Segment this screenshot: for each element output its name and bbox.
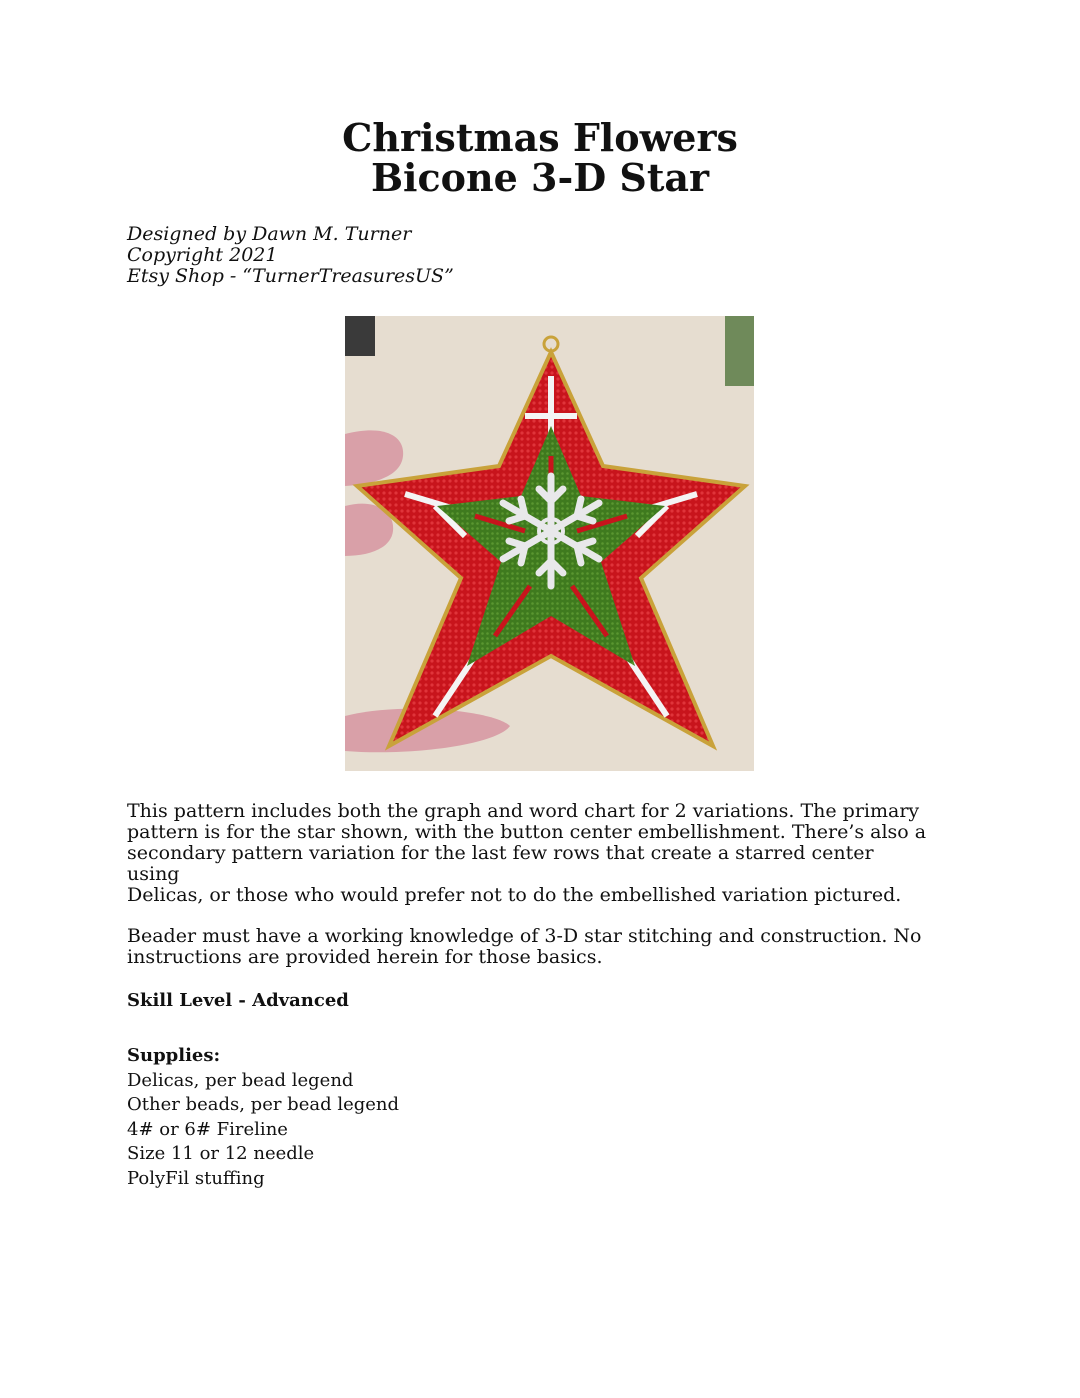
paragraph-1-line: pattern is for the star shown, with the button center embellishment. There’s also a bbox=[127, 821, 927, 843]
paragraph-2-line: instructions are provided herein for those basics. bbox=[127, 946, 603, 968]
description-paragraph-2 bbox=[127, 926, 927, 968]
list-item: Other beads, per bead legend bbox=[127, 1094, 400, 1116]
skill-level: Skill Level - Advanced bbox=[127, 990, 349, 1011]
supplies-heading: Supplies: bbox=[127, 1045, 221, 1066]
copyright-line: Copyright 2021 bbox=[127, 244, 278, 266]
list-item: Delicas, per bead legend bbox=[127, 1069, 354, 1091]
title-line-2: Bicone 3-D Star bbox=[370, 155, 710, 200]
paragraph-2-line: Beader must have a working knowledge of 3-D star stitching and construction. No bbox=[127, 925, 922, 947]
document-title bbox=[0, 115, 1080, 200]
supplies-list bbox=[127, 1069, 399, 1192]
designer-credit: Designed by Dawn M. Turner bbox=[127, 223, 412, 245]
list-item: Size 11 or 12 needle bbox=[127, 1143, 315, 1165]
paragraph-1-line: This pattern includes both the graph and word chart for 2 variations. The primary bbox=[127, 800, 920, 822]
list-item: PolyFil stuffing bbox=[127, 1167, 265, 1189]
beaded-star-photo bbox=[345, 316, 754, 771]
dark-object-corner bbox=[345, 316, 375, 356]
description-paragraph-1 bbox=[127, 801, 927, 906]
supplies-section bbox=[127, 1044, 399, 1192]
list-item: 4# or 6# Fireline bbox=[127, 1118, 288, 1140]
description bbox=[127, 801, 927, 988]
title-line-1: Christmas Flowers bbox=[342, 115, 738, 160]
paragraph-1-line: secondary pattern variation for the last few rows that create a starred center using bbox=[127, 842, 874, 885]
star-ornament-illustration bbox=[345, 316, 754, 771]
paragraph-1-line: Delicas, or those who would prefer not to do the embellished variation pictured. bbox=[127, 884, 902, 906]
shop-line: Etsy Shop - “TurnerTreasuresUS” bbox=[127, 265, 454, 287]
bead-container-corner bbox=[725, 316, 754, 386]
credits bbox=[127, 224, 454, 287]
